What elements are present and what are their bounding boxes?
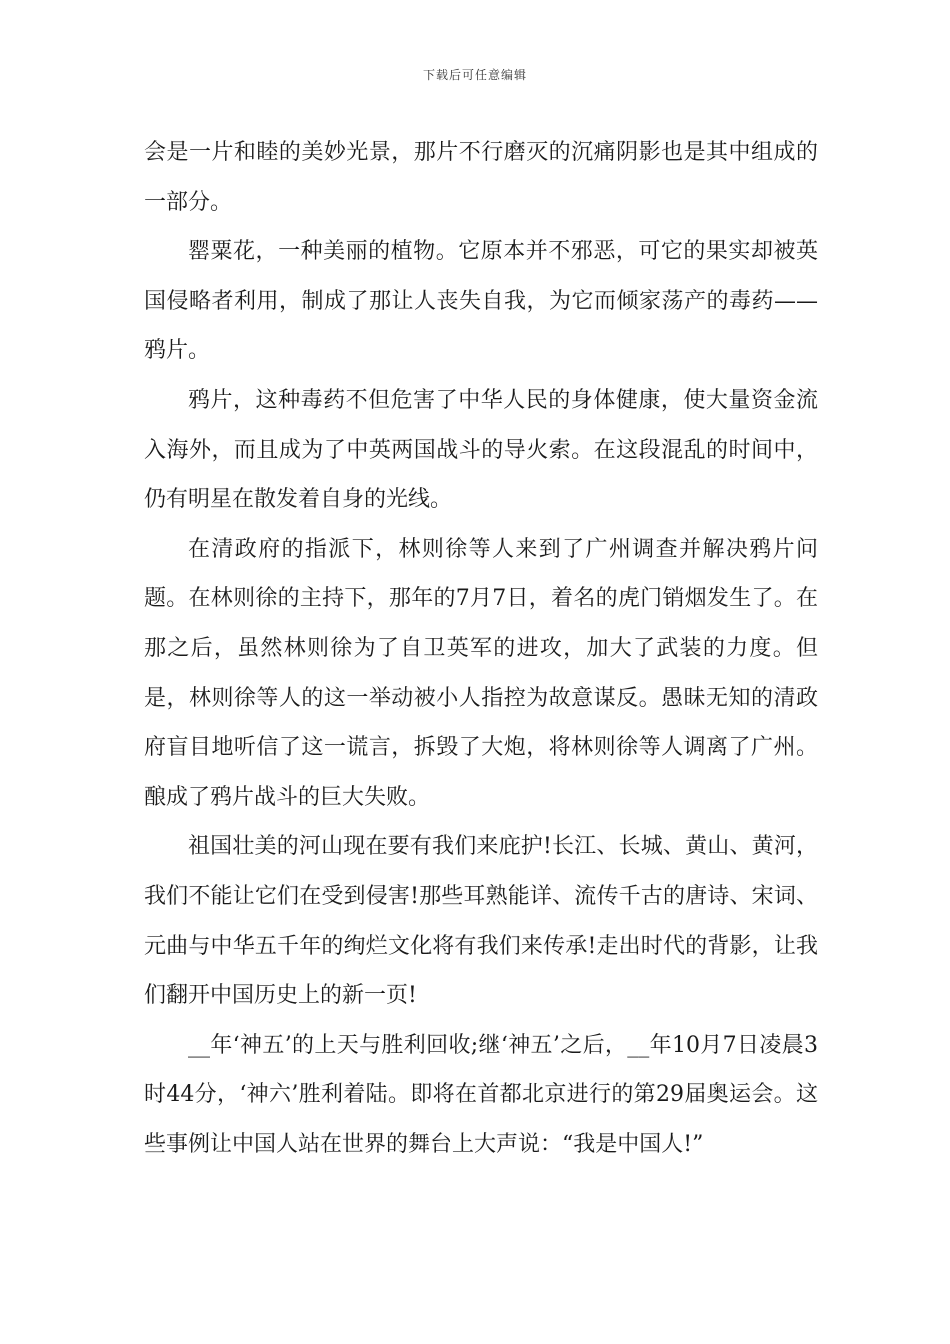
paragraph-2: 罂粟花，一种美丽的植物。它原本并不邪恶，可它的果实却被英国侵略者利用，制成了那让人丧失自我，为它而倾家荡产的毒药——鸦片。 — [144, 239, 818, 364]
paragraph-5: 祖国壮美的河山现在要有我们来庇护!长江、长城、黄山、黄河，我们不能让它们在受到侵害!那些耳熟能详、流传千古的唐诗、宋词、元曲与中华五千年的绚烂文化将有我们来传承!走出时代的背影，让我们翻开中国历史上的新一页! — [144, 834, 818, 1009]
paragraph-6: __年‘神五’的上天与胜利回收;继‘神五’之后，__年10月7日凌晨3时44分，‘神六’胜利着陆。即将在首都北京进行的第29届奥运会。这些事例让中国人站在世界的舞台上大声说：“我是中国人!” — [144, 1032, 818, 1157]
page-header: 下载后可任意编辑 — [422, 68, 527, 82]
document-body — [144, 128, 818, 1169]
paragraph-1: 会是一片和睦的美妙光景，那片不行磨灭的沉痛阴影也是其中组成的一部分。 — [144, 140, 818, 215]
paragraph-3: 鸦片，这种毒药不但危害了中华人民的身体健康，使大量资金流入海外，而且成为了中英两国战斗的导火索。在这段混乱的时间中，仍有明星在散发着自身的光线。 — [144, 387, 818, 513]
paragraph-4: 在清政府的指派下，林则徐等人来到了广州调查并解决鸦片问题。在林则徐的主持下，那年的7月7日，着名的虎门销烟发生了。在那之后，虽然林则徐为了自卫英军的进攻，加大了武装的力度。但是，林则徐等人的这一举动被小人指控为故意谋反。愚昧无知的清政府盲目地听信了这一谎言，拆毁了大炮，将林则徐等人调离了广州。酿成了鸦片战斗的巨大失败。 — [144, 536, 818, 810]
